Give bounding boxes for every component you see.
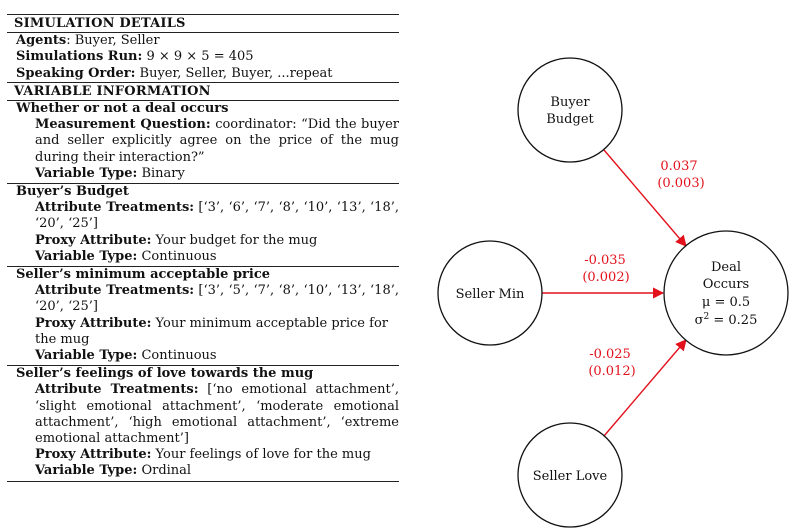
deal-measurement-question <box>16 117 399 166</box>
variable-type-value: Continuous <box>141 248 217 264</box>
node-seller-min-label: Seller Min <box>455 287 525 302</box>
attribute-treatments-value: [‘3’, ‘6’, ‘7’, ‘8’, ‘10’, ‘13’, ‘18’, ‘20’, ‘25’] <box>35 200 399 232</box>
edge-love-coefficient: -0.025 <box>589 347 631 362</box>
simulations-run-row <box>7 49 399 65</box>
min-price-variable-type <box>16 348 399 364</box>
min-price-proxy-attribute <box>16 316 399 348</box>
speaking-order-label: Speaking Order: <box>16 65 136 81</box>
deal-variable-title: Whether or not a deal occurs <box>16 101 229 117</box>
love-attribute-treatments <box>16 382 399 447</box>
love-variable-title: Seller’s feelings of love towards the mug <box>16 366 314 382</box>
proxy-attribute-label: Proxy Attribute: <box>35 447 152 463</box>
min-price-attribute-treatments <box>16 283 399 315</box>
sigma-exponent: 2 <box>703 312 710 322</box>
variable-information-heading: VARIABLE INFORMATION <box>14 83 211 99</box>
measurement-question-label: Measurement Question: <box>35 117 211 133</box>
attribute-treatments-value: [‘3’, ‘5’, ‘7’, ‘8’, ‘10’, ‘13’, ‘18’, ‘20’, ‘25’] <box>35 283 399 315</box>
deal-variable-type <box>16 166 399 182</box>
edge-budget-coefficient: 0.037 <box>660 159 698 174</box>
love-variable-type <box>16 463 399 479</box>
proxy-attribute-value: Your budget for the mug <box>155 232 318 248</box>
proxy-attribute-label: Proxy Attribute: <box>35 315 152 331</box>
node-seller-love <box>518 423 622 527</box>
sigma-value: = 0.25 <box>709 313 758 328</box>
causal-diagram <box>420 40 800 530</box>
agents-value: : Buyer, Seller <box>66 33 160 49</box>
node-deal-occurs <box>664 231 788 355</box>
node-deal-mu: μ = 0.5 <box>701 295 751 310</box>
measurement-question-value: coordinator: “Did the buyer and seller explicitly agree on the price of the mug during their interaction?” <box>35 117 400 165</box>
attribute-treatments-value: [‘no emotional attachment’, ‘slight emotional attachment’, ‘moderate emotional attachment’, ‘high emotional attachment’, ‘extreme emotional attachment’] <box>35 382 399 447</box>
variable-type-label: Variable Type: <box>35 165 138 181</box>
variable-type-label: Variable Type: <box>35 348 138 364</box>
simulations-run-label: Simulations Run: <box>16 49 143 65</box>
proxy-attribute-value: Your minimum acceptable price for the mug <box>35 315 388 347</box>
node-seller-love-label: Seller Love <box>532 469 608 484</box>
variable-type-value: Continuous <box>141 348 217 364</box>
node-buyer-budget-line2: Budget <box>546 112 594 127</box>
variable-type-label: Variable Type: <box>35 248 138 264</box>
love-variable <box>7 366 399 480</box>
budget-variable <box>7 184 399 266</box>
agents-label: Agents <box>16 33 67 49</box>
node-buyer-budget <box>518 58 622 162</box>
budget-proxy-attribute <box>16 233 399 249</box>
edge-budget-se: (0.003) <box>657 176 705 191</box>
min-price-variable <box>7 267 399 365</box>
variable-type-value: Binary <box>141 165 185 181</box>
node-deal-line1: Deal <box>710 260 742 275</box>
details-table <box>7 14 399 482</box>
variable-type-label: Variable Type: <box>35 463 138 479</box>
min-price-variable-title: Seller’s minimum acceptable price <box>16 267 271 283</box>
proxy-attribute-label: Proxy Attribute: <box>35 232 152 248</box>
edge-min-se: (0.002) <box>582 270 630 285</box>
attribute-treatments-label: Attribute Treatments: <box>35 283 195 299</box>
edge-love-se: (0.012) <box>588 364 636 379</box>
budget-variable-type <box>16 249 399 265</box>
attribute-treatments-label: Attribute Treatments: <box>35 382 199 398</box>
sigma-symbol: σ <box>694 313 704 328</box>
simulation-details-heading: SIMULATION DETAILS <box>14 16 186 31</box>
love-proxy-attribute <box>16 447 399 463</box>
node-deal-line2: Occurs <box>702 277 750 292</box>
budget-variable-title: Buyer’s Budget <box>16 184 129 200</box>
speaking-order-row <box>7 66 399 82</box>
speaking-order-value: Buyer, Seller, Buyer, ...repeat <box>139 65 333 81</box>
node-seller-min <box>438 241 542 345</box>
variable-type-value: Ordinal <box>141 463 192 479</box>
budget-attribute-treatments <box>16 200 399 232</box>
edge-min-coefficient: -0.035 <box>584 253 626 268</box>
proxy-attribute-value: Your feelings of love for the mug <box>155 447 371 463</box>
attribute-treatments-label: Attribute Treatments: <box>35 200 195 216</box>
deal-variable <box>7 101 399 183</box>
node-buyer-budget-line1: Buyer <box>550 95 590 110</box>
agents-row <box>7 33 399 49</box>
simulations-run-value: 9 × 9 × 5 = 405 <box>146 49 254 65</box>
